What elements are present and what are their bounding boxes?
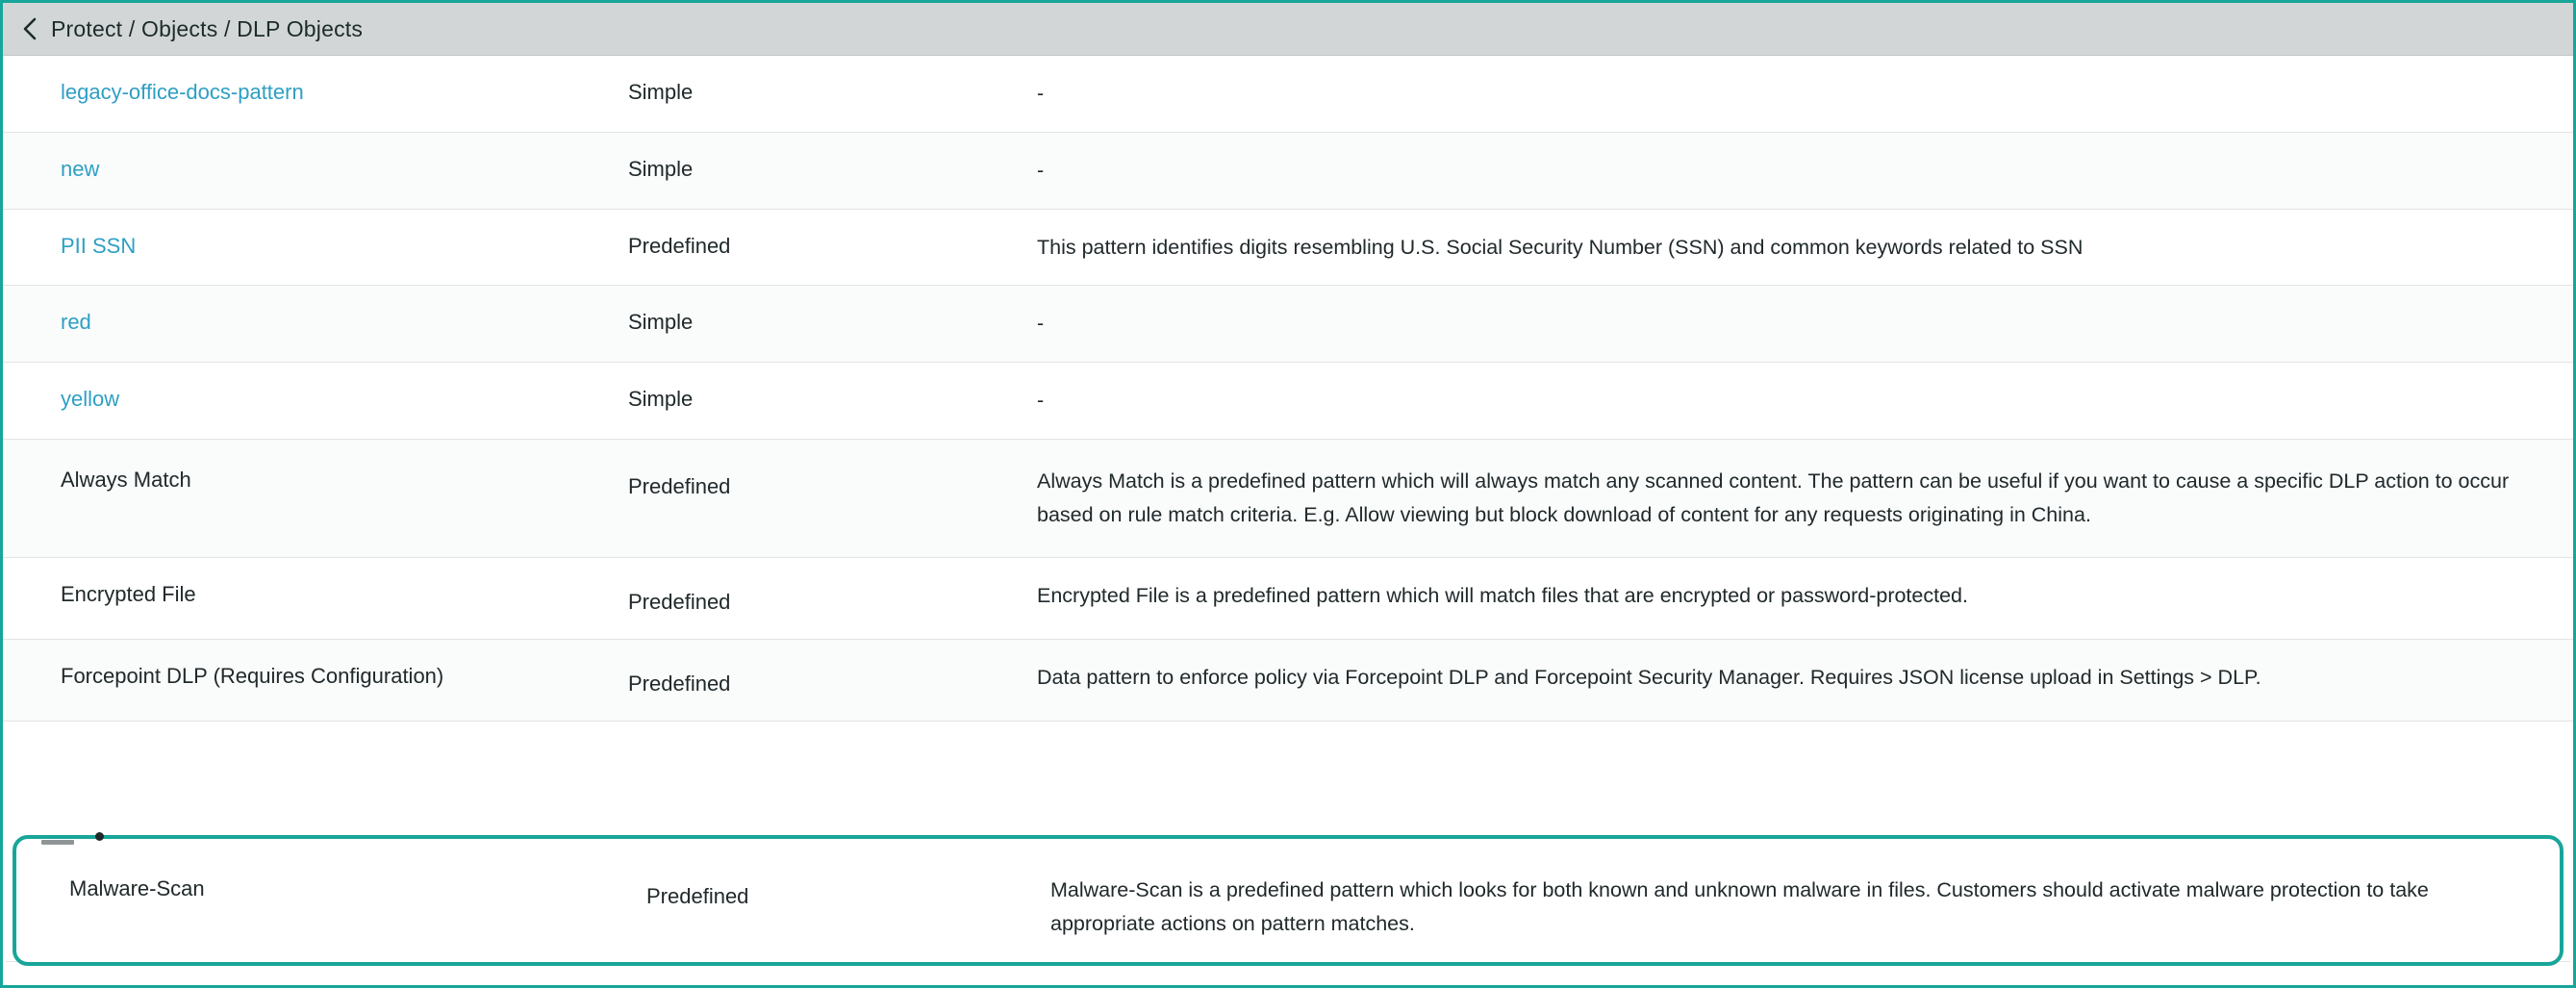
row-type-cell: Simple xyxy=(628,387,694,412)
row-name-cell: Always Match xyxy=(61,468,191,493)
row-description-cell: Always Match is a predefined pattern which will always match any scanned content. The pattern can be useful if you want to cause a specific DLP action to occur based on rule match criteria. E.g. Allow viewing but block download of content for any requests originating in China. xyxy=(1037,469,2510,526)
table-row[interactable] xyxy=(3,640,2573,722)
dlp-object-link[interactable]: PII SSN xyxy=(61,233,137,258)
chevron-left-icon[interactable] xyxy=(18,16,43,41)
table-row[interactable] xyxy=(3,56,2573,133)
breadcrumb-bar xyxy=(3,3,2573,56)
row-description-cell: Malware-Scan is a predefined pattern which looks for both known and unknown malware in files. Customers should activate malware protection to take appropriate actions on pattern matches. xyxy=(1050,878,2429,935)
row-description-cell: Encrypted File is a predefined pattern which will match files that are encrypted or password-protected. xyxy=(1037,583,1968,607)
row-type-cell: Simple xyxy=(628,310,694,335)
highlighted-table-row[interactable] xyxy=(13,835,2563,966)
table-row[interactable] xyxy=(3,363,2573,440)
row-description-cell: This pattern identifies digits resembling U.S. Social Security Number (SSN) and common keywords related to SSN xyxy=(1037,235,2084,259)
dlp-object-link[interactable]: legacy-office-docs-pattern xyxy=(61,80,304,104)
dlp-objects-table xyxy=(3,56,2573,722)
row-type-cell: Simple xyxy=(628,156,694,181)
row-description-cell: - xyxy=(1037,82,1045,105)
dlp-object-link[interactable]: new xyxy=(61,156,100,181)
table-row[interactable] xyxy=(3,558,2573,640)
row-type-cell: Predefined xyxy=(628,233,731,258)
row-name-cell xyxy=(3,133,580,206)
row-description-cell: - xyxy=(1037,312,1045,336)
row-name-cell xyxy=(3,363,580,436)
row-name-cell: Malware-Scan xyxy=(69,876,205,900)
table-row[interactable] xyxy=(3,133,2573,210)
cursor-dot-icon xyxy=(95,832,104,841)
row-name-cell xyxy=(3,286,580,359)
dlp-object-link[interactable]: yellow xyxy=(61,387,120,412)
row-type-cell: Predefined xyxy=(628,474,731,499)
row-description-cell: - xyxy=(1037,158,1045,182)
cursor-artifact xyxy=(41,832,80,849)
table-row[interactable] xyxy=(3,440,2573,558)
table-row[interactable] xyxy=(3,286,2573,363)
dlp-object-link[interactable]: red xyxy=(61,310,91,335)
cursor-bar-icon xyxy=(41,840,74,845)
breadcrumb: Protect / Objects / DLP Objects xyxy=(51,15,364,41)
table-row[interactable] xyxy=(3,210,2573,287)
row-name-cell xyxy=(3,56,580,129)
row-type-cell: Simple xyxy=(628,80,694,104)
row-name-cell: Encrypted File xyxy=(61,581,196,606)
row-description-cell: Data pattern to enforce policy via Forcepoint DLP and Forcepoint Security Manager. Requires JSON license upload in Settings > DLP. xyxy=(1037,665,2261,689)
row-type-cell: Predefined xyxy=(646,884,749,908)
row-type-cell: Predefined xyxy=(628,589,731,614)
row-name-cell: Forcepoint DLP (Requires Configuration) xyxy=(61,663,444,688)
row-type-cell: Predefined xyxy=(628,671,731,696)
row-description-cell: - xyxy=(1037,389,1045,413)
row-name-cell xyxy=(3,210,580,283)
